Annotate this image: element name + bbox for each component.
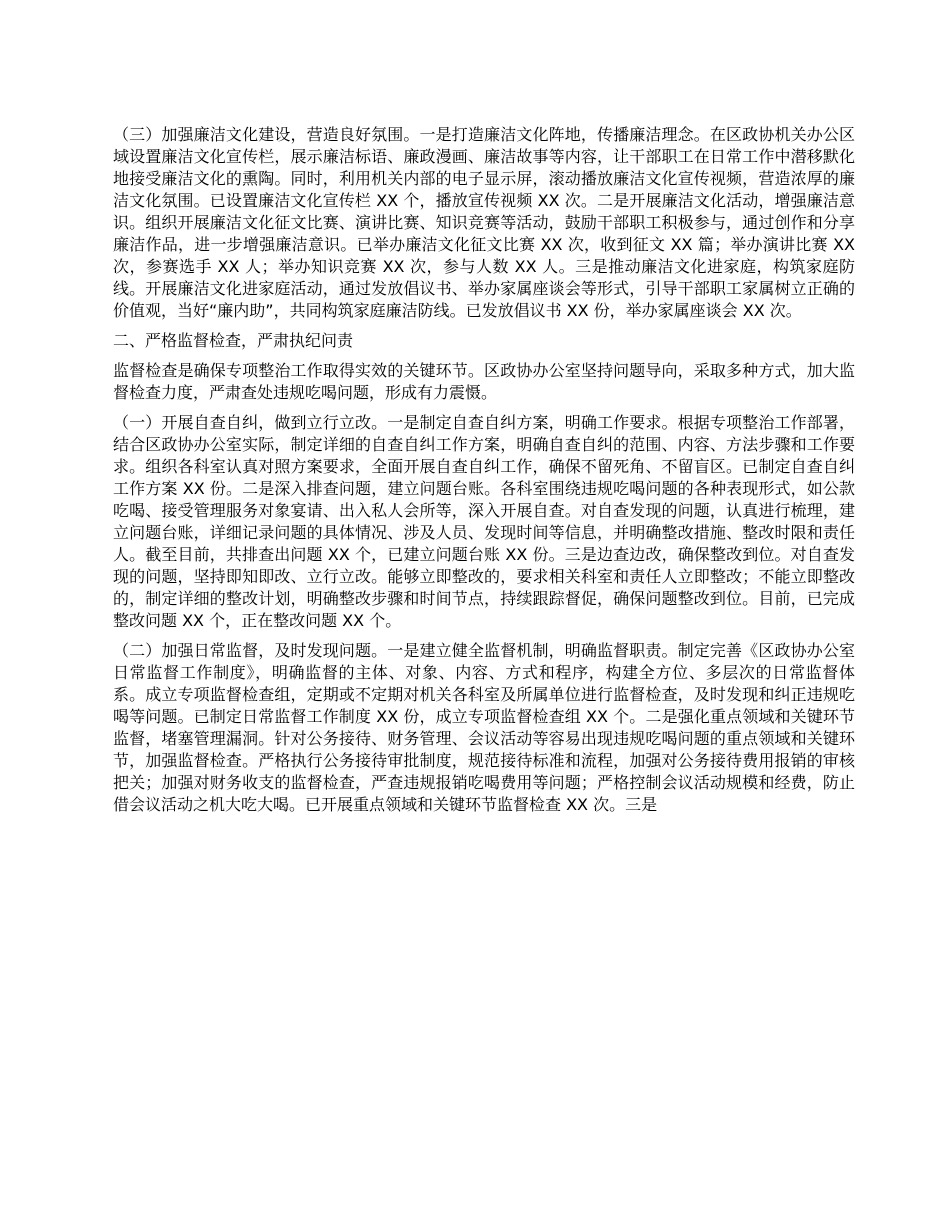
paragraph-culture-building: （三）加强廉洁文化建设，营造良好氛围。一是打造廉洁文化阵地，传播廉洁理念。在区政协机关办公区域设置廉洁文化宣传栏，展示廉洁标语、廉政漫画、廉洁故事等内容，让干部职工在日常工作中潜移默化地接受廉洁文化的熏陶。同时，利用机关内部的电子显示屏，滚动播放廉洁文化宣传视频，营造浓厚的廉洁文化氛围。已设置廉洁文化宣传栏 XX 个，播放宣传视频 XX 次。二是开展廉洁文化活动，增强廉洁意识。组织开展廉洁文化征文比赛、演讲比赛、知识竞赛等活动，鼓励干部职工积极参与，通过创作和分享廉洁作品，进一步增强廉洁意识。已举办廉洁文化征文比赛 XX 次，收到征文 XX 篇；举办演讲比赛 XX 次，参赛选手 XX 人；举办知识竞赛 XX 次，参与人数 XX 人。三是推动廉洁文化进家庭，构筑家庭防线。开展廉洁文化进家庭活动，通过发放倡议书、举办家属座谈会等形式，引导干部职工家属树立正确的价值观，当好“廉内助”，共同构筑家庭廉洁防线。已发放倡议书 XX 份，举办家属座谈会 XX 次。 (113, 125, 855, 320)
paragraph-self-inspection: （一）开展自查自纠，做到立行立改。一是制定自查自纠方案，明确工作要求。根据专项整治工作部署，结合区政协办公室实际，制定详细的自查自纠工作方案，明确自查自纠的范围、内容、方法步骤和工作要求。组织各科室认真对照方案要求，全面开展自查自纠工作，确保不留死角、不留盲区。已制定自查自纠工作方案 XX 份。二是深入排查问题，建立问题台账。各科室围绕违规吃喝问题的各种表现形式，如公款吃喝、接受管理服务对象宴请、出入私人会所等，深入开展自查。对自查发现的问题，认真进行梳理，建立问题台账，详细记录问题的具体情况、涉及人员、发现时间等信息，并明确整改措施、整改时限和责任人。截至目前，共排查出问题 XX 个，已建立问题台账 XX 份。三是边查边改，确保整改到位。对自查发现的问题，坚持即知即改、立行立改。能够立即整改的，要求相关科室和责任人立即整改；不能立即整改的，制定详细的整改计划，明确整改步骤和时间节点，持续跟踪督促，确保问题整改到位。目前，已完成整改问题 XX 个，正在整改问题 XX 个。 (113, 413, 855, 630)
paragraph-supervision-intro: 监督检查是确保专项整治工作取得实效的关键环节。区政协办公室坚持问题导向，采取多种方式，加大监督检查力度，严肃查处违规吃喝问题，形成有力震慑。 (113, 361, 855, 402)
document-page (113, 124, 855, 824)
section-heading-supervision: 二、严格监督检查，严肃执纪问责 (113, 331, 354, 350)
paragraph-daily-supervision: （二）加强日常监督，及时发现问题。一是建立健全监督机制，明确监督职责。制定完善《区政协办公室日常监督工作制度》，明确监督的主体、对象、内容、方式和程序，构建全方位、多层次的日常监督体系。成立专项监督检查组，定期或不定期对机关各科室及所属单位进行监督检查，及时发现和纠正违规吃喝等问题。已制定日常监督工作制度 XX 份，成立专项监督检查组 XX 个。二是强化重点领域和关键环节监督，堵塞管理漏洞。针对公务接待、财务管理、会议活动等容易出现违规吃喝问题的重点领域和关键环节，加强监督检查。严格执行公务接待审批制度，规范接待标准和流程，加强对公务接待费用报销的审核把关；加强对财务收支的监督检查，严查违规报销吃喝费用等问题；严格控制会议活动规模和经费，防止借会议活动之机大吃大喝。已开展重点领域和关键环节监督检查 XX 次。三是 (113, 641, 855, 814)
